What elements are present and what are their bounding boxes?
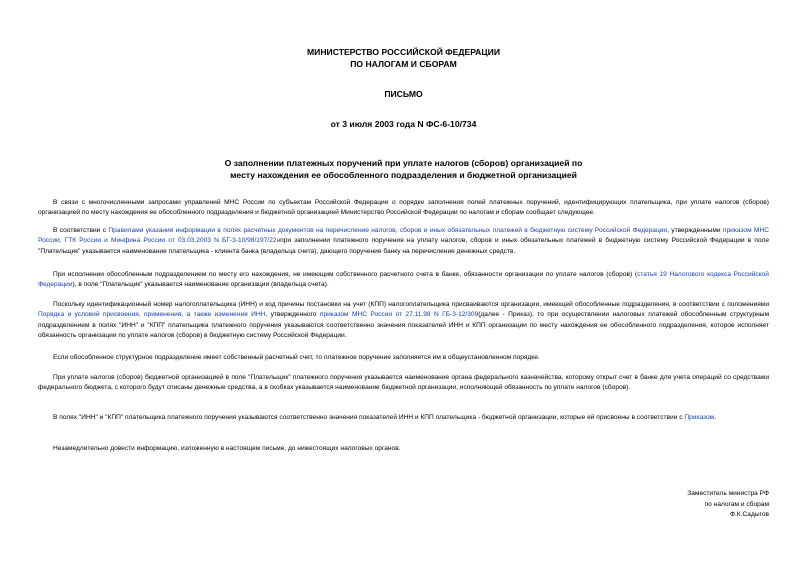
signature-block bbox=[687, 489, 769, 521]
paragraph-2-text-3: при заполнении платежного поручения на уплату налогов, сборов и иных обязательных платежей в бюджетную систему Российской Федерации в поле "Плательщик" указывается наименование плательщика - клиента банка (владельца счета), дающего поручение банку на перечисление денежных средств. bbox=[38, 237, 769, 255]
link-order-mns-gb-3-12-309[interactable]: приказом МНС России от 27.11.98 N ГБ-3-12/309 bbox=[319, 311, 479, 319]
paragraph-3-text-2: ), в поле "Плательщик" указывается наименование организации (владельца счета). bbox=[72, 281, 329, 289]
paragraph-4-text-1: Поскольку идентификационный номер налогоплательщика (ИНН) и код причины постановки на учет (КПП) налогоплательщика присваиваются организации, имеющей обособленные подразделения, в соответствии с положениями bbox=[53, 301, 769, 308]
paragraph-5: Если обособленное структурное подразделение имеет собственный расчетный счет, то платежное поручение заполняется им в общеустановленном порядке. bbox=[53, 354, 540, 361]
document-date: от 3 июля 2003 года N ФС-6-10/734 bbox=[330, 119, 477, 129]
signature-name: Ф.К.Садыгов bbox=[729, 511, 769, 518]
link-inn-procedure[interactable]: Порядка и условий присвоения, применения, а также изменения ИНН bbox=[38, 311, 266, 319]
paragraph-6: При уплате налогов (сборов) бюджетной организацией в поле "Плательщик" платежного поручения указывается наименование органа федерального казначейства, которому открыт счет в банке для учета операций со средствами федерального бюджета, с которого будут списаны денежные средства, а в скобках указывается наименование бюджетной организации, исполняющей обязанность по уплате налогов (сборов). bbox=[38, 374, 769, 392]
signature-department: по налогам и сборам bbox=[704, 500, 769, 508]
paragraph-8: Незамедлительно довести информацию, изложенную в настоящем письме, до нижестоящих налоговых органов. bbox=[53, 445, 401, 452]
paragraph-3-text-1: При исполнении обособленным подразделением по месту его нахождения, не имеющим собственного расчетного счета в банке, обязанности организации по уплате налогов (сборов) ( bbox=[53, 271, 638, 278]
paragraph-4 bbox=[38, 300, 769, 341]
paragraph-7-text-1: В полях "ИНН" и "КПП" плательщика платежного поручения указываются соответственно значения показателей ИНН и КПП плательщика - бюджетной организации, которые ей присвоены в соответствии с bbox=[53, 414, 685, 421]
paragraph-2-text-2: , утвержденными bbox=[667, 227, 723, 234]
paragraph-3 bbox=[38, 270, 769, 291]
paragraph-4-text-2: , утвержденного bbox=[265, 311, 320, 319]
paragraph-2 bbox=[38, 226, 769, 257]
paragraph-2-text-1: В соответствии с bbox=[53, 227, 109, 234]
paragraph-4-text-3: (далее - Приказ), то при осуществлении налоговых платежей обособленным структурным подразделением в полях "ИНН" и "КПП" плательщика платежного поручения указываются соответственно значения показателей ИНН и КПП организации по месту нахождения ее обособленного подразделения, которое исполняет обязанность организации по уплате налогов (сборов) в бюджетную систему Российской Федерации. bbox=[38, 311, 769, 339]
ministry-line-1: МИНИСТЕРСТВО РОССИЙСКОЙ ФЕДЕРАЦИИ bbox=[306, 47, 501, 57]
signature-position: Заместитель министра РФ bbox=[687, 490, 769, 497]
ministry-line-2: ПО НАЛОГАМ И СБОРАМ bbox=[350, 59, 457, 69]
ministry-heading bbox=[0, 46, 807, 70]
link-tax-code-article-19[interactable]: статья 19 Налогового кодекса Российской Федерации bbox=[38, 271, 769, 289]
paragraph-7-text-2: . bbox=[714, 414, 717, 421]
subject-line-1: О заполнении платежных поручений при уплате налогов (сборов) организацией по bbox=[224, 158, 583, 168]
link-order-mns-gtk-minfin[interactable]: приказом МНС России, ГТК России и Минфина России от 03.03.2003 N БГ-3-10/98/197/22н bbox=[38, 227, 769, 245]
document-subject bbox=[0, 157, 807, 181]
paragraph-1: В связи с многочисленными запросами управлений МНС России по субъектам Российской Федерации о порядке заполнения полей платежных поручений, идентифицирующих плательщика, при уплате налогов (сборов) организацией по месту нахождения ее обособленного подразделения и бюджетной организацией Министерство Российской Федерации по налогам и сборам сообщает следующее. bbox=[38, 199, 769, 217]
document-type: ПИСЬМО bbox=[384, 89, 423, 99]
link-order[interactable]: Приказом bbox=[684, 414, 715, 421]
paragraph-7 bbox=[38, 413, 769, 423]
link-rules-of-payment-info[interactable]: Правилами указания информации в полях расчетных документов на перечисление налогов, сборов и иных обязательных платежей в бюджетную систему Российской Федерации bbox=[108, 227, 668, 234]
subject-line-2: месту нахождения ее обособленного подразделения и бюджетной организацией bbox=[230, 170, 577, 180]
